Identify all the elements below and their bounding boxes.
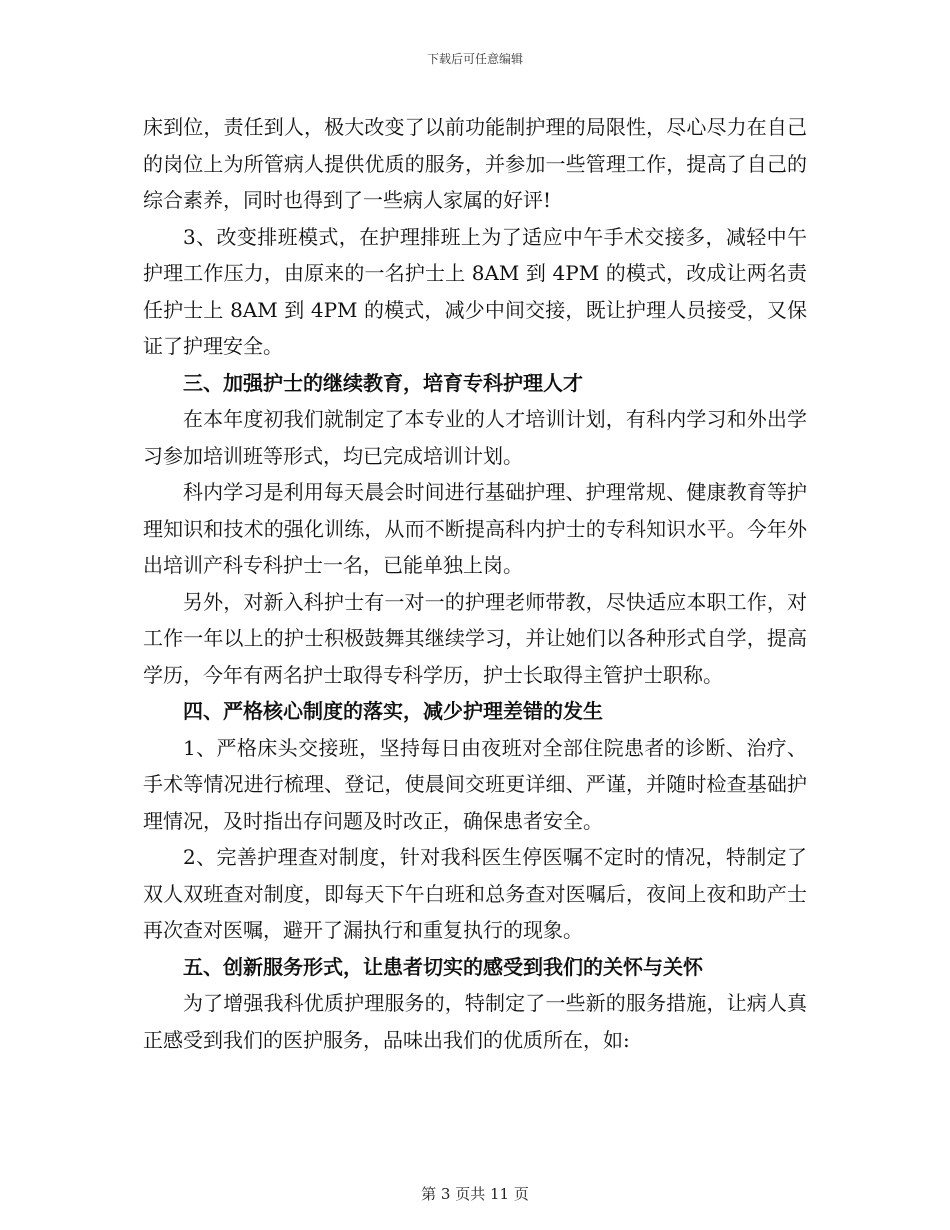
- section-heading-3: 三、加强护士的继续教育，培育专科护理人才: [183, 370, 583, 395]
- paragraph-check-system: 2、完善护理查对制度，针对我科医生停医嘱不定时的情况，特制定了双人双班查对制度，即每天下午白班和总务查对医嘱后，夜间上夜和助产士再次查对医嘱，避开了漏执行和重复执行的现象。: [143, 845, 807, 942]
- document-body: [143, 109, 807, 1058]
- paragraph-shift-schedule: 3、改变排班模式，在护理排班上为了适应中午手术交接多，减轻中午护理工作压力，由原来的一名护士上 8AM 到 4PM 的模式，改成让两名责任护士上 8AM 到 4PM 的模式，减少中间交接，既让护理人员接受，又保证了护理安全。: [143, 224, 807, 358]
- page-header: 下载后可任意编辑: [426, 52, 523, 66]
- paragraph-continuation: 床到位，责任到人，极大改变了以前功能制护理的局限性，尽心尽力在自己的岗位上为所管病人提供优质的服务，并参加一些管理工作，提高了自己的综合素养，同时也得到了一些病人家属的好评!: [143, 115, 807, 212]
- paragraph-new-nurses: 另外，对新入科护士有一对一的护理老师带教，尽快适应本职工作，对工作一年以上的护士积极鼓舞其继续学习，并让她们以各种形式自学，提高学历，今年有两名护士取得专科学历，护士长取得主管护士职称。: [143, 589, 807, 687]
- paragraph-internal-training: 科内学习是利用每天晨会时间进行基础护理、护理常规、健康教育等护理知识和技术的强化训练，从而不断提高科内护士的专科知识水平。今年外出培训产科专科护士一名，已能单独上岗。: [143, 480, 807, 577]
- section-heading-5: 五、创新服务形式，让患者切实的感受到我们的关怀与关怀: [183, 954, 703, 979]
- page-footer: 第 3 页共 11 页: [421, 1185, 529, 1203]
- paragraph-shift-handover: 1、严格床头交接班，坚持每日由夜班对全部住院患者的诊断、治疗、手术等情况进行梳理、登记，使晨间交班更详细、严谨，并随时检查基础护理情况，及时指出存问题及时改正，确保患者安全。: [143, 735, 807, 833]
- paragraph-service-measures: 为了增强我科优质护理服务的，特制定了一些新的服务措施，让病人真正感受到我们的医护服务，品味出我们的优质所在，如:: [143, 991, 807, 1052]
- paragraph-training-plan: 在本年度初我们就制定了本专业的人才培训计划，有科内学习和外出学习参加培训班等形式，均已完成培训计划。: [143, 407, 807, 468]
- section-heading-4: 四、严格核心制度的落实，减少护理差错的发生: [183, 699, 603, 723]
